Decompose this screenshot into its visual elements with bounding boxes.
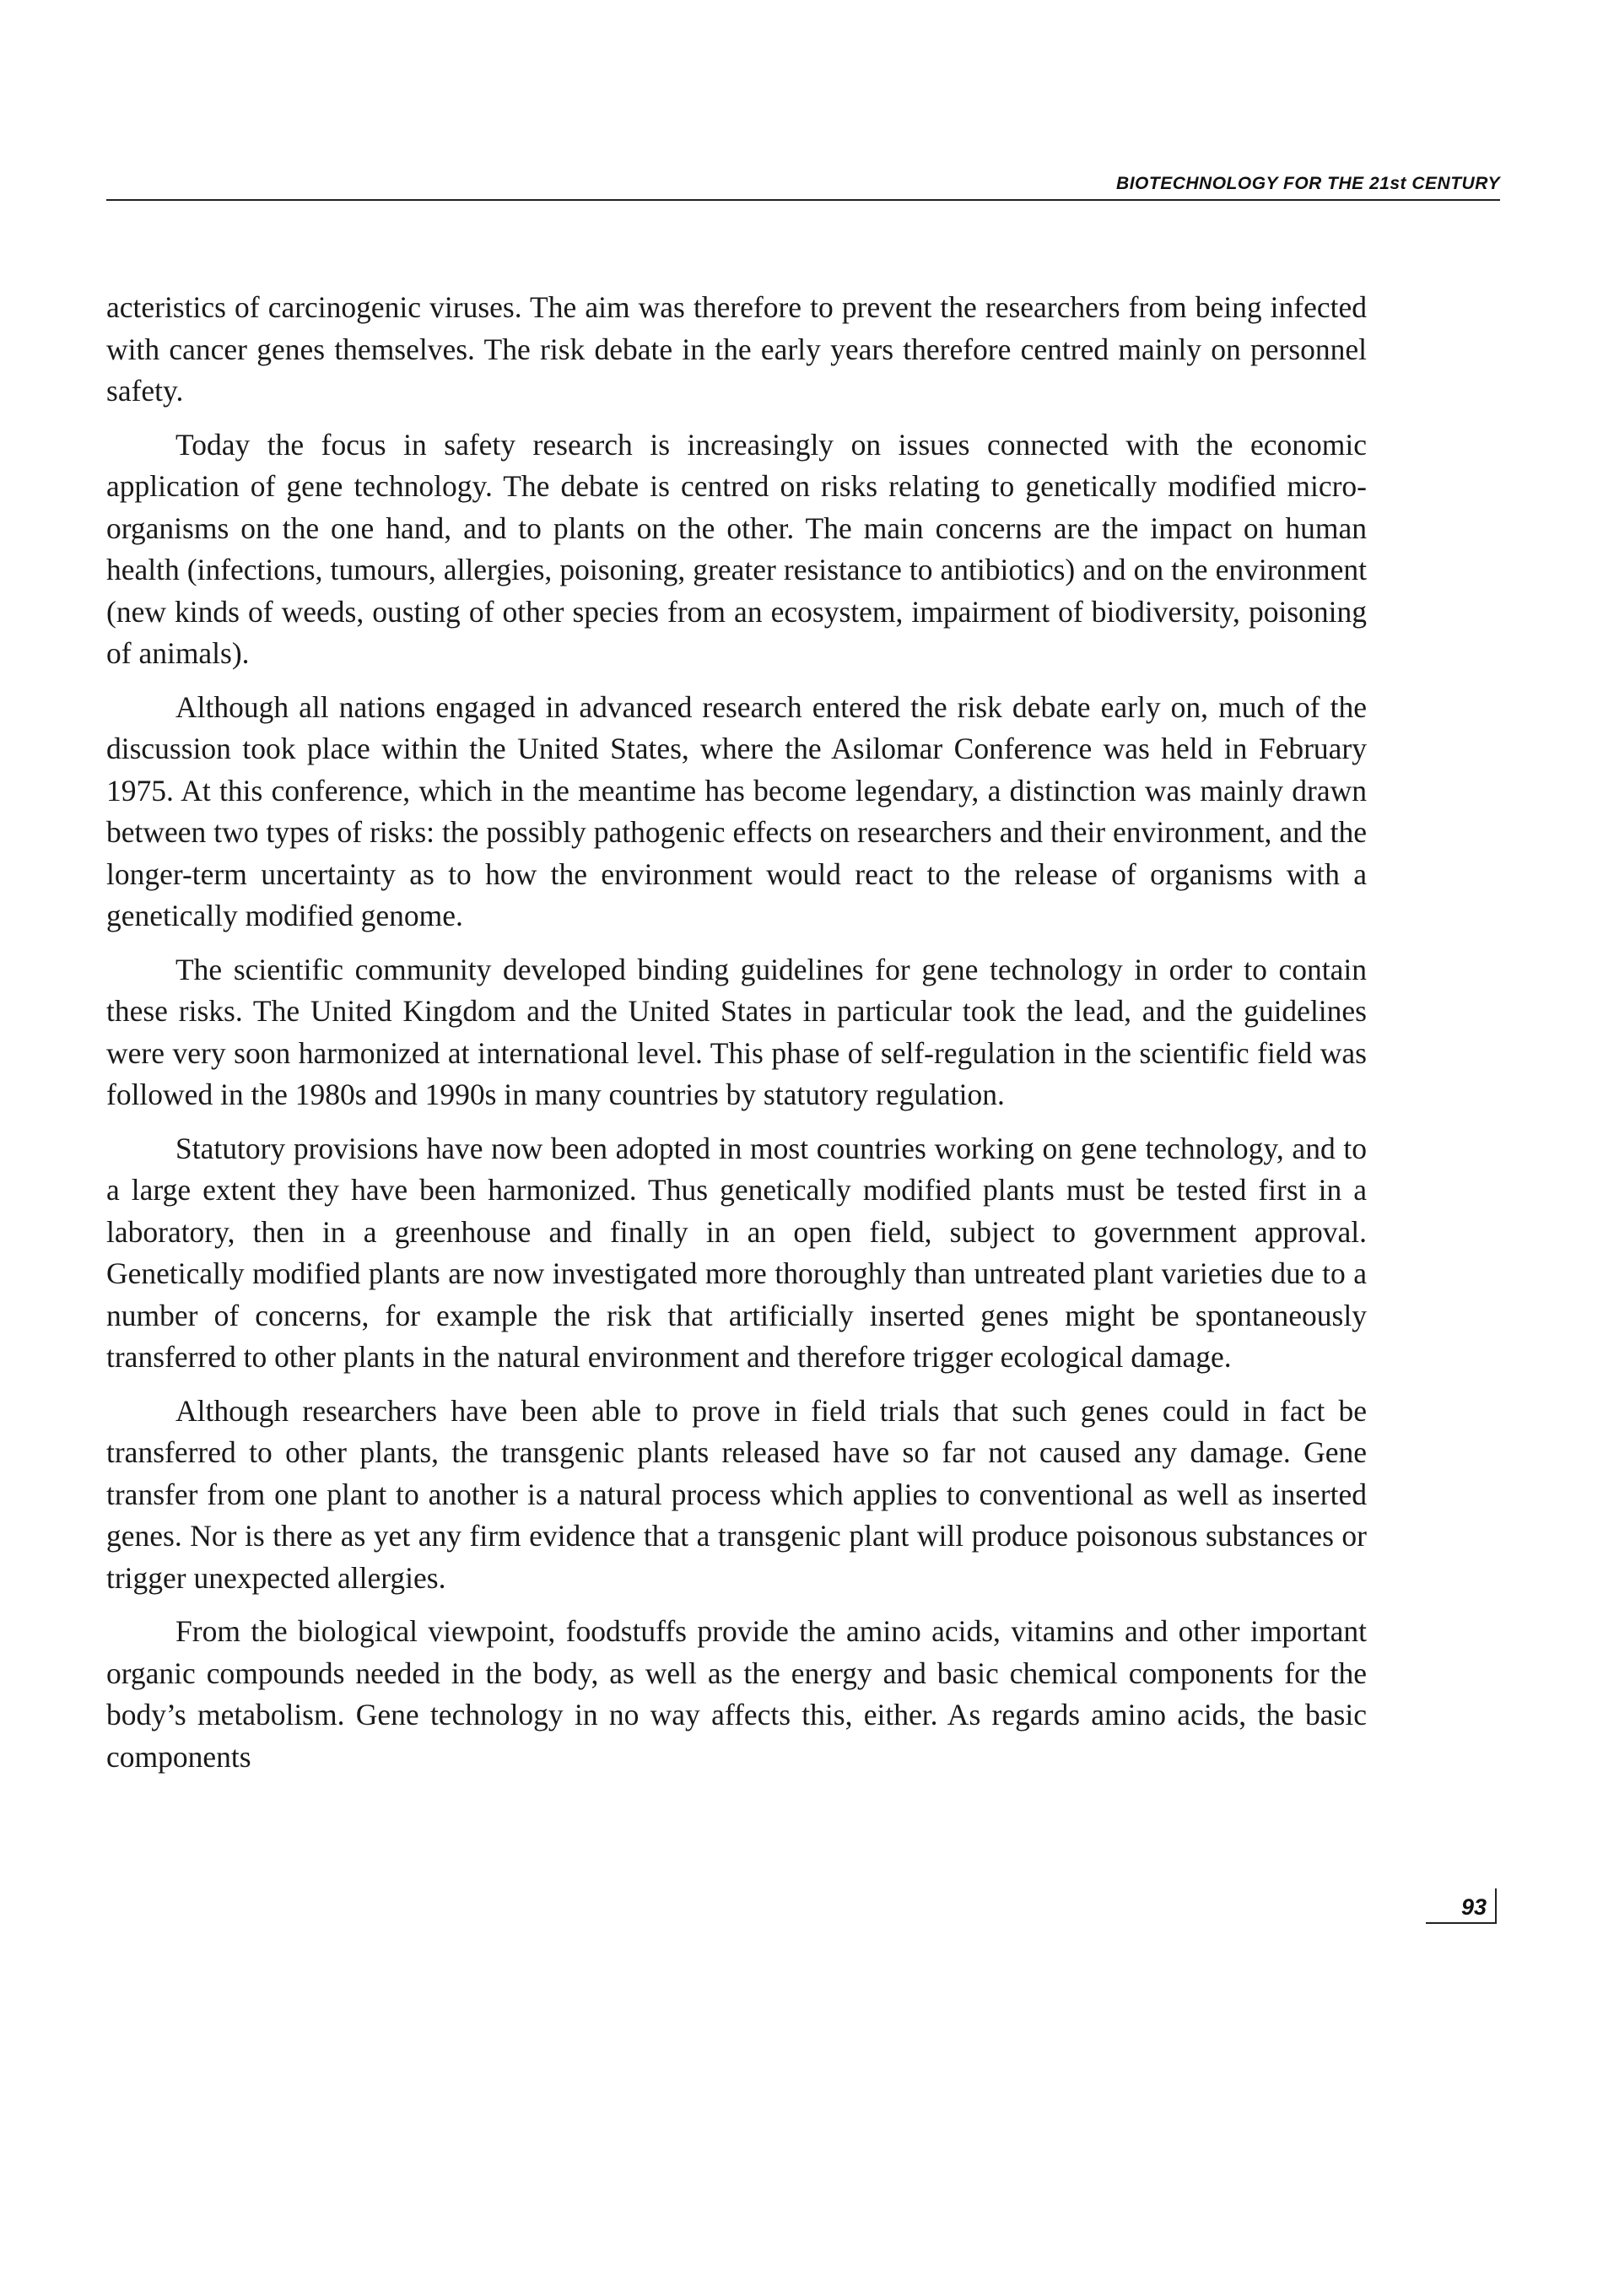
paragraph-continued: acteristics of carcinogenic viruses. The aim was therefore to prevent the researchers from being infected with cancer genes themselves. The risk debate in the early years therefore centred mainly on personnel safety. (106, 290, 1367, 408)
running-header (106, 165, 1500, 201)
paragraph-asilomar-conference: Although all nations engaged in advanced research entered the risk debate early on, much of the discussion took place within the United States, where the Asilomar Conference was held in February 1975. At this conference, which in the meantime has become legendary, a distinction was mainly drawn between two types of risks: the possibly pathogenic effects on researchers and their environment, and the longer-term uncertainty as to how the environment would react to the release of organisms with a genetically modified genome. (106, 689, 1367, 932)
paragraph-safety-research-focus: Today the focus in safety research is increasingly on issues connected with the economic application of gene technology. The debate is centred on risks relating to genetically modified micro-organisms on the one hand, and to plants on the other. The main concerns are the impact on human health (infections, tumours, allergies, poisoning, greater resistance to antibiotics) and on the environment (new kinds of weeds, ousting of other species from an ecosystem, impairment of biodiversity, poisoning of animals). (106, 427, 1367, 670)
paragraph-field-trials: Although researchers have been able to prove in field trials that such genes could in fact be transferred to other plants, the transgenic plants released have so far not caused any damage. Gene transfer from one plant to another is a natural process which applies to conventional as well as inserted genes. Nor is there as yet any firm evidence that a transgenic plant will produce poisonous substances or trigger unexpected allergies. (106, 1393, 1367, 1595)
paragraph-statutory-provisions: Statutory provisions have now been adopted in most countries working on gene technology, and to a large extent they have been harmonized. Thus genetically modified plants must be tested first in a laboratory, then in a greenhouse and finally in an open field, subject to government approval. Genetically modified plants are now investigated more thoroughly than untreated plant varieties due to a number of concerns, for example the risk that artificially inserted genes might be spontaneously transferred to other plants in the natural environment and therefore trigger ecological damage. (106, 1131, 1367, 1374)
page-number: 93 (1460, 1894, 1487, 1920)
running-header-title: BIOTECHNOLOGY FOR THE 21st CENTURY (1116, 174, 1500, 193)
paragraph-biological-viewpoint: From the biological viewpoint, foodstuffs provide the amino acids, vitamins and other important organic compounds needed in the body, as well as the energy and basic chemical components for the body’s metabolism. Gene technology in no way affects this, either. As regards amino acids, the basic components (106, 1614, 1367, 1774)
page-number-box (1426, 1888, 1497, 1924)
paragraph-binding-guidelines: The scientific community developed binding guidelines for gene technology in order to contain these risks. The United Kingdom and the United States in particular took the lead, and the guidelines were very soon harmonized at international level. This phase of self-regulation in the scientific field was followed in the 1980s and 1990s in many countries by statutory regulation. (106, 952, 1367, 1111)
body-text (106, 287, 1367, 1790)
